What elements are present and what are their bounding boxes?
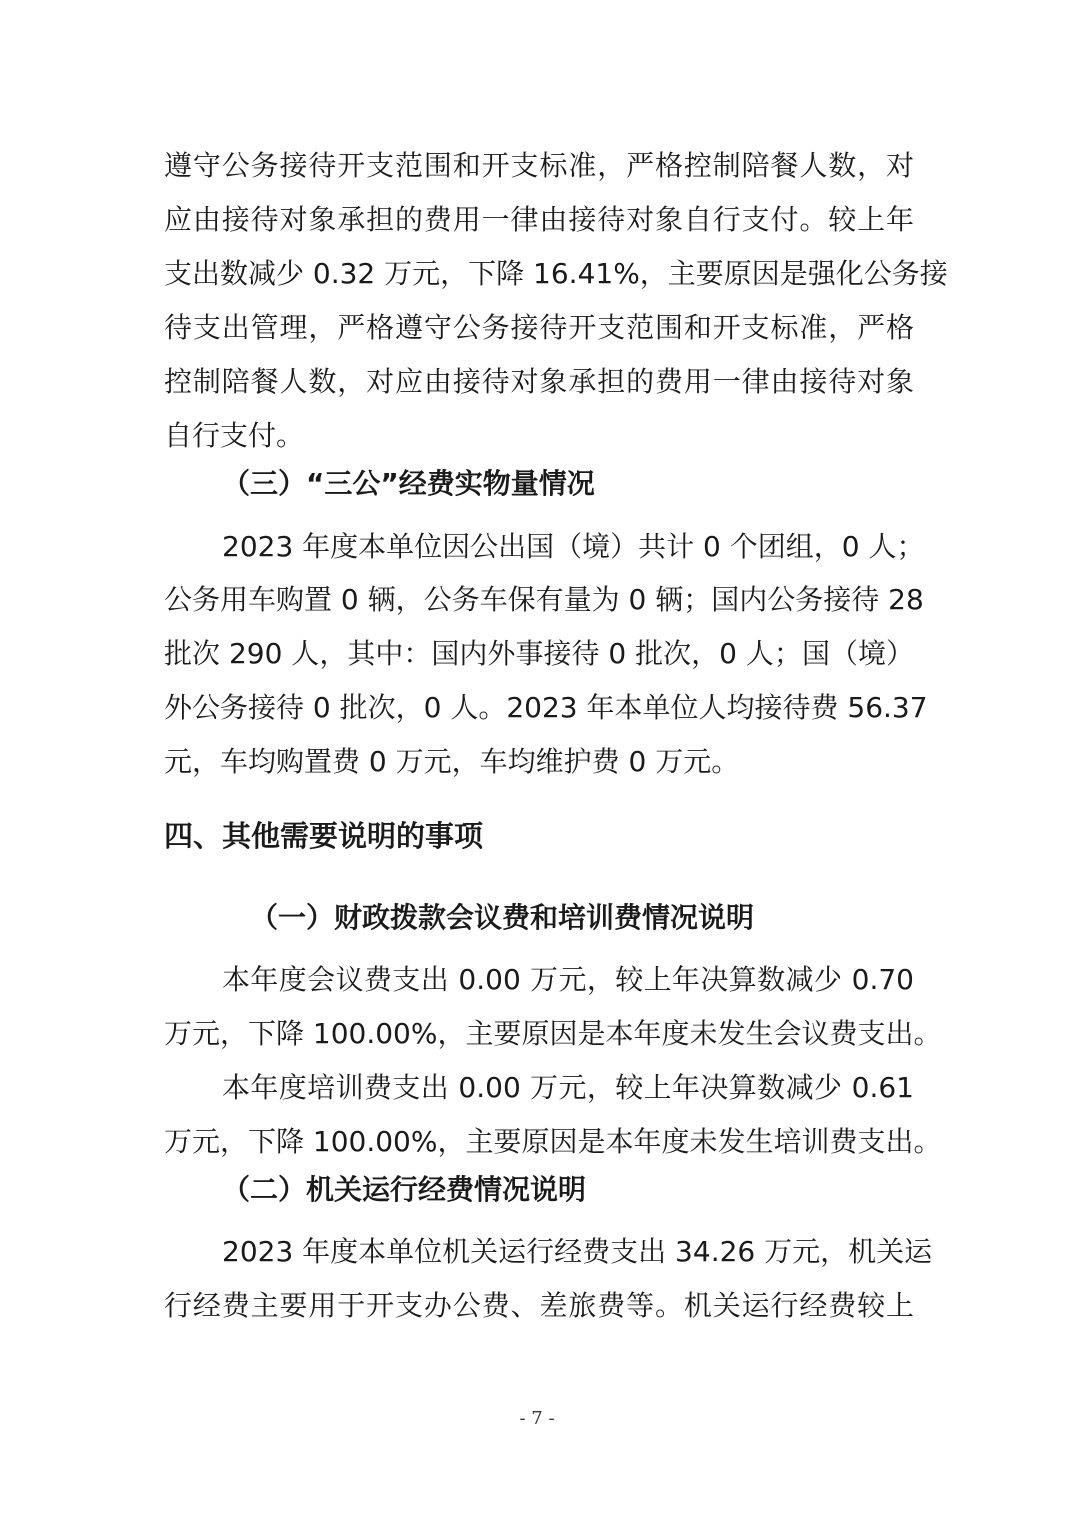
paragraph-line: 元，车均购置费 0 万元，车均维护费 0 万元。: [164, 745, 740, 778]
paragraph-line: 待支出管理，严格遵守公务接待开支范围和开支标准，严格: [164, 311, 914, 344]
paragraph-line: 外公务接待 0 批次，0 人。2023 年本单位人均接待费 56.37: [164, 691, 928, 724]
paragraph-line: 2023 年度本单位机关运行经费支出 34.26 万元，机关运: [222, 1235, 933, 1268]
paragraph-line: 应由接待对象承担的费用一律由接待对象自行支付。较上年: [164, 203, 914, 236]
paragraph-line: 行经费主要用于开支办公费、差旅费等。机关运行经费较上: [164, 1289, 914, 1322]
paragraph-line: 批次 290 人，其中：国内外事接待 0 批次，0 人；国（境）: [164, 637, 914, 670]
paragraph-line: 支出数减少 0.32 万元，下降 16.41%，主要原因是强化公务接: [164, 257, 948, 290]
paragraph-line: 万元，下降 100.00%，主要原因是本年度未发生会议费支出。: [164, 1017, 942, 1050]
page-number: - 7 -: [519, 1408, 555, 1429]
paragraph-line: 本年度培训费支出 0.00 万元，较上年决算数减少 0.61: [222, 1071, 914, 1104]
paragraph-line: 自行支付。: [164, 419, 305, 452]
section-heading-other-matters: 四、其他需要说明的事项: [164, 819, 484, 853]
paragraph-line: 遵守公务接待开支范围和开支标准，严格控制陪餐人数，对: [164, 149, 914, 182]
paragraph-line: 公务用车购置 0 辆，公务车保有量为 0 辆；国内公务接待 28: [164, 583, 924, 616]
paragraph-line: 本年度会议费支出 0.00 万元，较上年决算数减少 0.70: [222, 963, 914, 996]
paragraph-line: 万元，下降 100.00%，主要原因是本年度未发生培训费支出。: [164, 1125, 942, 1158]
paragraph-line: 控制陪餐人数，对应由接待对象承担的费用一律由接待对象: [164, 365, 914, 398]
subheading-meeting-training-fees: （一）财政拨款会议费和培训费情况说明: [250, 901, 755, 934]
subheading-three-public-items: （三）“三公”经费实物量情况: [222, 467, 595, 500]
subheading-operating-expenses: （二）机关运行经费情况说明: [222, 1173, 587, 1206]
paragraph-line: 2023 年度本单位因公出国（境）共计 0 个团组，0 人；: [222, 530, 925, 563]
